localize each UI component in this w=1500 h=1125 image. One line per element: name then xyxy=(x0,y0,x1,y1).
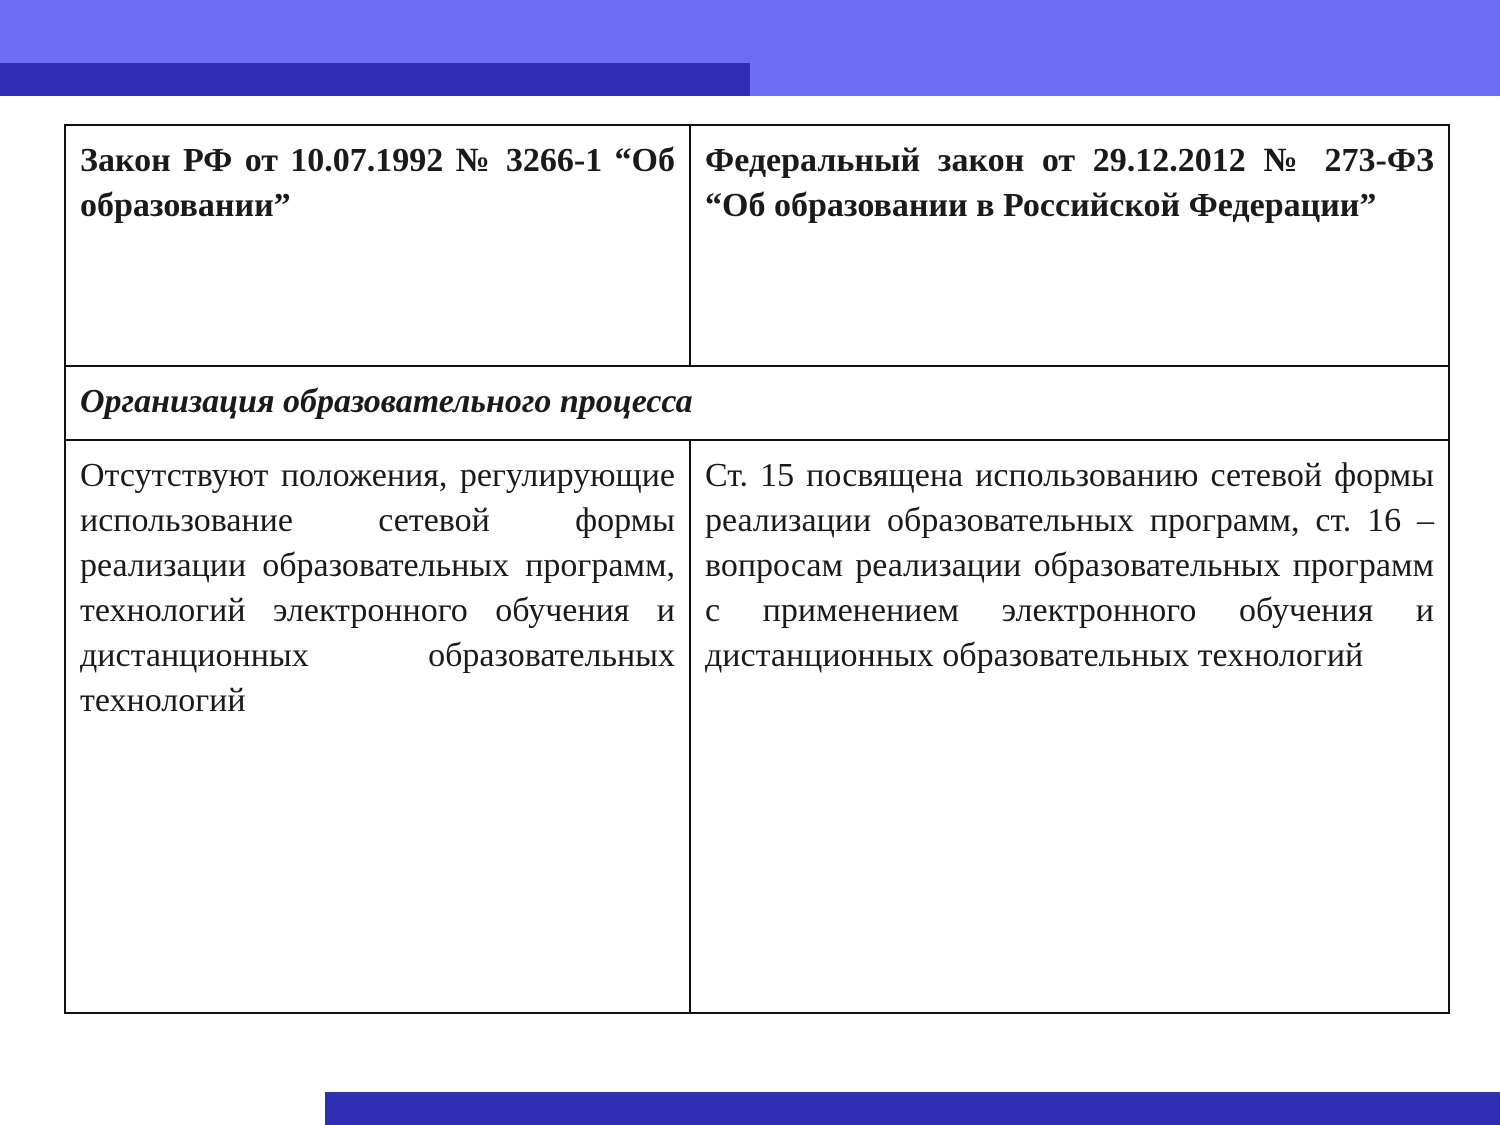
header-cell-new-law: Федеральный закон от 29.12.2012 № 273-ФЗ “Об образовании в Российской Федерации” xyxy=(690,125,1449,366)
body-cell-new-law: Ст. 15 посвящена использованию сетевой формы реализации образовательных программ, ст. 16 – вопросам реализации образовательных программ с применением электронного обучения и дистанционных образовательных технологий xyxy=(690,440,1449,1013)
law-comparison-table xyxy=(64,124,1450,1014)
body-cell-old-law: Отсутствуют положения, регулирующие использование сетевой формы реализации образовательных программ, технологий электронного обучения и дистанционных образовательных технологий xyxy=(65,440,690,1013)
header-cell-old-law: Закон РФ от 10.07.1992 № 3266-1 “Об образовании” xyxy=(65,125,690,366)
table-section-row xyxy=(65,366,1449,440)
section-title: Организация образовательного процесса xyxy=(65,366,1449,440)
bottom-banner xyxy=(325,1092,1500,1125)
top-banner-dark xyxy=(0,63,750,96)
table-row xyxy=(65,440,1449,1013)
table-header-row xyxy=(65,125,1449,366)
